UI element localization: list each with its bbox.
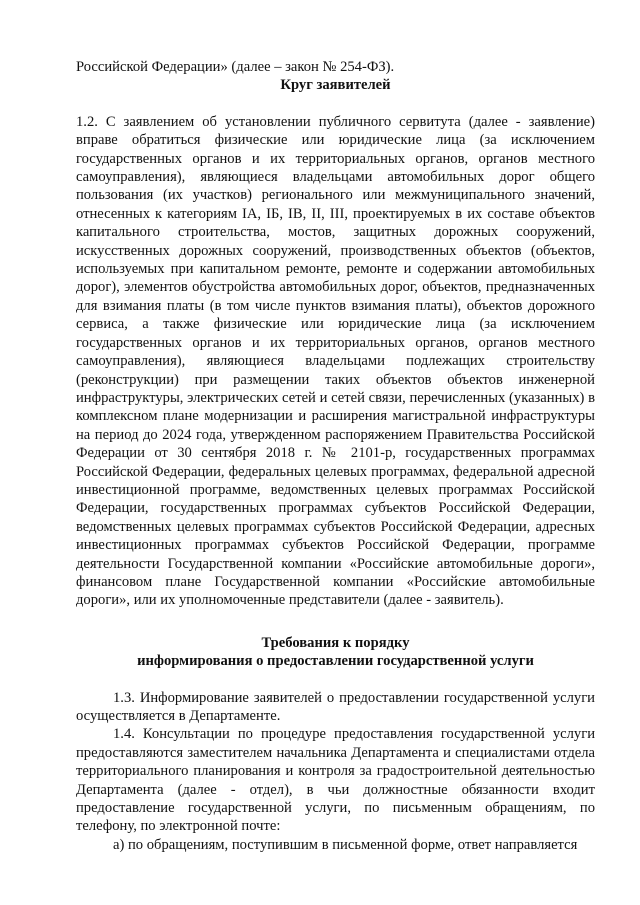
heading-requirements-line-1: Требования к порядку — [261, 634, 410, 651]
paragraph-a: а) по обращениям, поступившим в письменной форме, ответ направляется — [113, 836, 578, 853]
heading-requirements — [76, 634, 595, 671]
paragraph-1-3: 1.3. Информирование заявителей о предоставлении государственной услуги осуществляется в Департаменте. — [76, 689, 595, 724]
document-body — [76, 58, 595, 854]
paragraph-1-2: 1.2. С заявлением об установлении публичного сервитута (далее - заявление) вправе обратиться физические или юридические лица (за исключением государственных органов и их территориальных органов, органов местного самоуправления), являющиеся владельцами автомобильных дорог общего пользования (их участков) регионального или межмуниципального значений, отнесенных к категориям IА, IБ, IВ, II, III, проектируемых в их составе объектов капитального строительства, мостов, защитных дорожных сооружений, искусственных дорожных сооружений, производственных объектов (объектов, используемых при капитальном ремонте, ремонте и содержании автомобильных дорог), элементов обустройства автомобильных дорог, объектов, предназначенных для взимания платы (в том числе пунктов взимания платы), объектов дорожного сервиса, а также физические или юридические лица (за исключением государственных органов и их территориальных органов, органов местного самоуправления), являющиеся владельцами подлежащих строительству (реконструкции) при размещении таких объектов объектов инженерной инфраструктуры, электрических сетей и сетей связи, перечисленных (указанных) в комплексном плане модернизации и расширения магистральной инфраструктуры на период до 2024 года, утвержденном распоряжением Правительства Российской Федерации от 30 сентября 2018 г. № 2101-р, государственных программах Российской Федерации, федеральных целевых программах, федеральной адресной инвестиционной программе, ведомственных целевых программах Российской Федерации, государственных программах субъектов Российской Федерации, ведомственных целевых программах субъектов Российской Федерации, адресных инвестиционных программах субъектов Российской Федерации, программе деятельности Государственной компании «Российские автомобильные дороги», финансовом плане Государственной компании «Российские автомобильные дороги», или их уполномоченные представители (далее - заявитель). — [76, 113, 595, 609]
paragraph-1-4: 1.4. Консультации по процедуре предоставления государственной услуги предоставляются заместителем начальника Департамента и специалистами отдела территориального планирования и контроля за градостроительной деятельностью Департамента (далее - отдел), в чьи должностные обязанности входит предоставление государственной услуги, по письменным обращениям, по телефону, по электронной почте: — [76, 726, 595, 835]
opening-line: Российской Федерации» (далее – закон № 254-ФЗ). — [76, 59, 395, 75]
heading-applicants: Круг заявителей — [280, 77, 391, 94]
heading-requirements-line-2: информирования о предоставлении государственной услуги — [137, 653, 534, 670]
